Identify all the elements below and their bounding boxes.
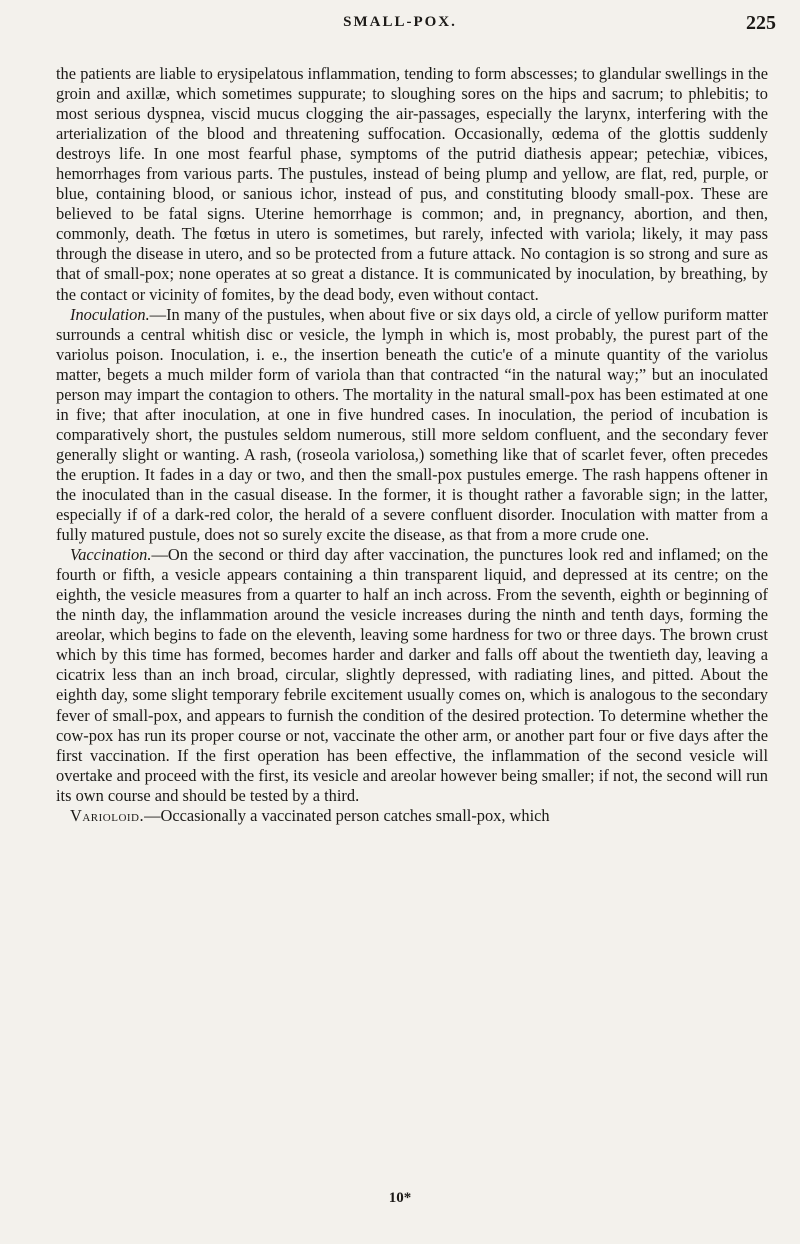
paragraph-text: the patients are liable to erysipelatous inflammation, tending to form abscesses; to glandular swellings in the groin and axillæ, which sometimes suppurate; to sloughing sores on the hips and sacrum; to phlebitis; to most serious dyspnea, viscid mucus clogging the air-passages, especially the larynx, interfering with the arterialization of the blood and threatening suffocation. Occasionally, œdema of the glottis suddenly destroys life. In one most fearful phase, symptoms of the putrid diathesis appear; petechiæ, vibices, hemorrhages from various parts. The pustules, instead of being plump and yellow, are flat, red, purple, or blue, containing blood, or sanious ichor, instead of pus, and constituting bloody small-pox. These are believed to be fatal signs. Uterine hemorrhage is common; and, in pregnancy, abortion, and then, commonly, death. The fœtus in utero is sometimes, but rarely, infected with variola; likely, it may pass through the disease in utero, and so be protected from a future attack. No contagion is so strong and sure as that of small-pox; none operates at so great a distance. It is communicated by inoculation, by breathing, by the contact or vicinity of fomites, by the dead body, even without contact. [56,64,768,304]
paragraph-text: —In many of the pustules, when about five or six days old, a circle of yellow puriform matter surrounds a central whitish disc or vesicle, the lymph in which is, most probably, the purest part of the variolus poison. Inoculation, i. e., the insertion beneath the cutic'e of a minute quantity of the variolus matter, begets a much milder form of variola than that contracted “in the natural way;” but an inoculated person may impart the contagion to others. The mortality in the natural small-pox has been estimated at one in five; that after inoculation, at one in five hundred cases. In inoculation, the period of incubation is comparatively short, the pustules seldom numerous, still more seldom confluent, and the secondary fever generally slight or wanting. A rash, (roseola variolosa,) something like that of scarlet fever, often precedes the eruption. It fades in a day or two, and then the small-pox pustules emerge. The rash happens oftener in the inoculated than in the casual disease. In the former, it is thought rather a favorable sign; in the latter, especially if of a dark-red color, the herald of a severe confluent disorder. Inoculation with matter from a fully matured pustule, does not so surely excite the disease, as that from a more crude one. [56,304,768,545]
page-number: 225 [746,12,776,34]
section-lead-inoculation: Inoculation. [70,304,150,324]
running-title: SMALL-POX. [343,14,457,30]
paragraph-text: —On the second or third day after vaccination, the punctures look red and inflamed; on the fourth or fifth, a vesicle appears containing a thin transparent liquid, and depressed at its centre; on the eighth, the vesicle measures from a quarter to half an inch across. From the seventh, eighth or beginning of the ninth day, the inflammation around the vesicle increases during the ninth and tenth days, forming the areolar, which begins to fade on the eleventh, leaving some hardness for two or three days. The brown crust which by this time has formed, becomes harder and darker and falls off about the twentieth day, leaving a cicatrix less than an inch broad, circular, slightly depressed, with radiating lines, and pitted. About the eighth day, some slight temporary febrile excitement usually comes on, which is analogous to the secondary fever of small-pox, and appears to furnish the condition of the desired protection. To determine whether the cow-pox has run its proper course or not, vaccinate the other arm, or another part four or five days after the first vaccination. If the first operation has been effective, the inflammation of the second vesicle will overtake and proceed with the first, its vesicle and areolar however being smaller; if not, the second will run its own course and should be tested by a third. [56,545,768,805]
paragraph-continuation [56,64,768,305]
paragraph-text: —Occasionally a vaccinated person catches small-pox, which [144,805,550,825]
page-header [0,14,800,44]
paragraph-vaccination [56,545,768,806]
section-lead-vaccination: Vaccination. [70,545,152,565]
paragraph-varioloid [56,806,768,826]
paragraph-inoculation [56,305,768,546]
section-lead-varioloid: Varioloid. [70,805,145,825]
signature-mark: 10* [388,1190,412,1206]
body-text [56,64,768,826]
